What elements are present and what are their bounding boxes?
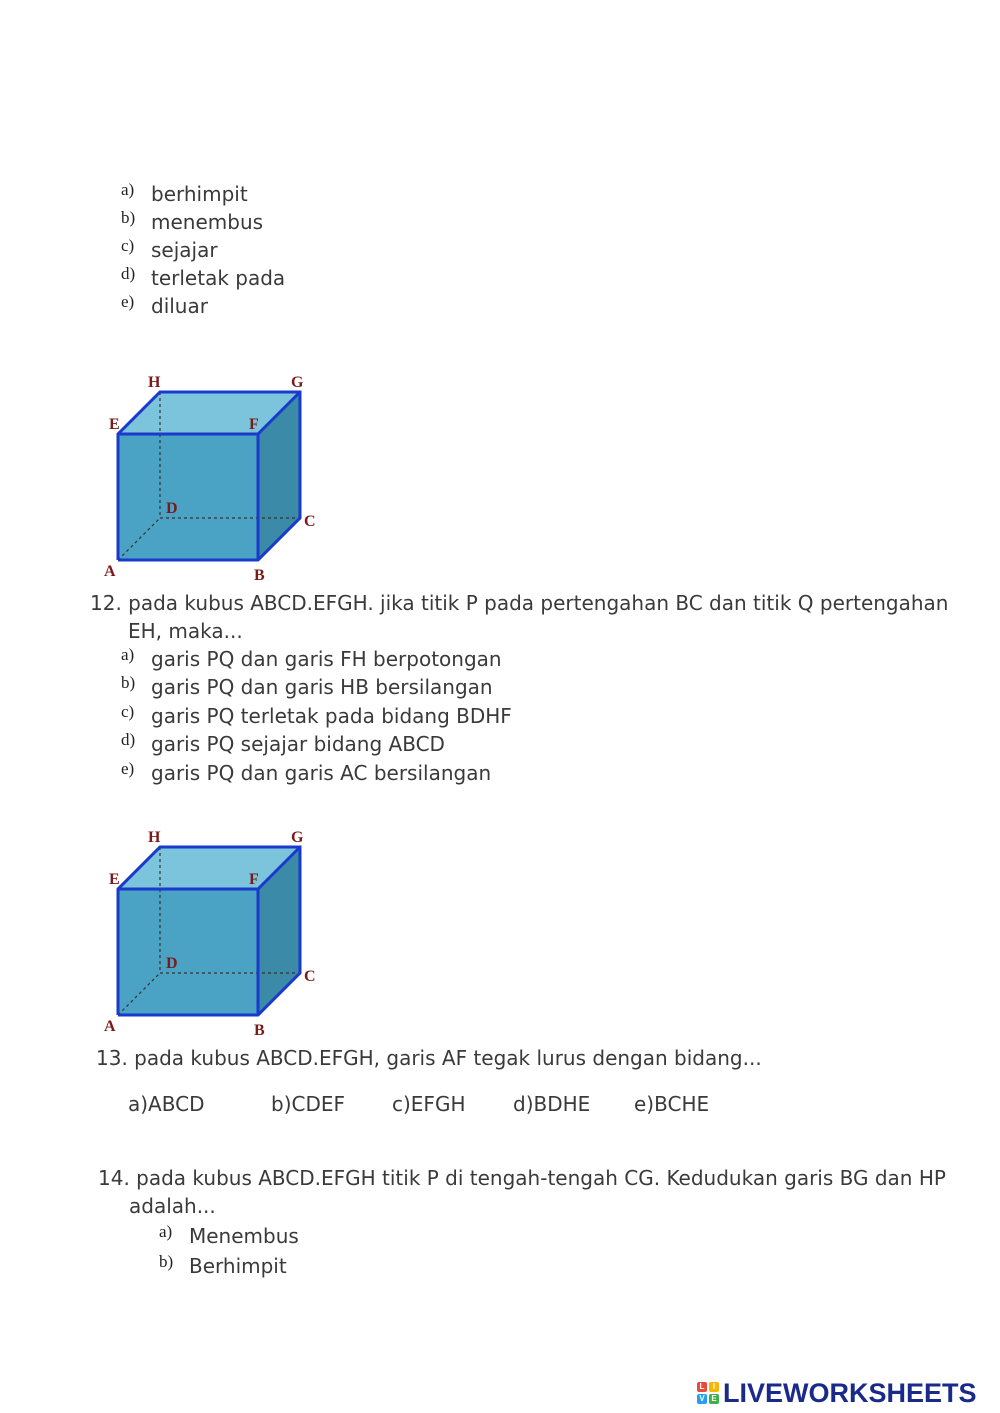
logo-mark-e: E <box>709 1394 719 1404</box>
option-text: Menembus <box>189 1224 299 1248</box>
option-label: c) <box>121 236 135 255</box>
question-14-line2: adalah... <box>129 1194 216 1218</box>
option-label: e) <box>121 292 135 311</box>
question-12-line1: 12. pada kubus ABCD.EFGH. jika titik P pada pertengahan BC dan titik Q pertengahan <box>90 591 949 615</box>
cube-front-face <box>118 889 258 1015</box>
option-label: b) <box>121 208 136 227</box>
option-13-d: d)BDHE <box>513 1092 591 1116</box>
logo-text: LIVEWORKSHEETS <box>723 1377 977 1408</box>
option-label: d) <box>121 264 136 283</box>
option-label: a) <box>121 645 135 664</box>
vertex-label-e: E <box>109 416 120 433</box>
logo-mark-v: V <box>697 1394 707 1404</box>
option-label: b) <box>121 673 136 692</box>
option-13-e: e)BCHE <box>634 1092 710 1116</box>
question-12 <box>90 589 950 645</box>
option-text: berhimpit <box>151 182 248 206</box>
vertex-label-h: H <box>148 374 161 391</box>
vertex-label-b: B <box>254 567 265 584</box>
option-text: diluar <box>151 294 208 318</box>
cube-diagram <box>98 823 330 1041</box>
option-text: garis PQ dan garis AC bersilangan <box>151 761 492 785</box>
question-14-line1: 14. pada kubus ABCD.EFGH titik P di tengah-tengah CG. Kedudukan garis BG dan HP <box>98 1166 946 1190</box>
cube-front-face <box>118 434 258 560</box>
option-text: garis PQ terletak pada bidang BDHF <box>151 704 512 728</box>
vertex-label-a: A <box>104 1018 116 1035</box>
vertex-label-c: C <box>304 968 316 985</box>
liveworksheets-logo[interactable] <box>697 1378 977 1408</box>
vertex-label-b: B <box>254 1022 265 1039</box>
option-13-a: a)ABCD <box>128 1092 205 1116</box>
option-label: a) <box>159 1222 173 1241</box>
option-text: garis PQ dan garis HB bersilangan <box>151 675 493 699</box>
question-13: 13. pada kubus ABCD.EFGH, garis AF tegak lurus dengan bidang... <box>96 1046 762 1070</box>
vertex-label-g: G <box>291 374 304 391</box>
logo-mark-i: I <box>709 1382 719 1392</box>
option-text: garis PQ sejajar bidang ABCD <box>151 732 445 756</box>
option-text: terletak pada <box>151 266 286 290</box>
option-label: e) <box>121 759 135 778</box>
vertex-label-g: G <box>291 829 304 846</box>
option-label: a) <box>121 180 135 199</box>
vertex-label-f: F <box>249 871 259 888</box>
option-text: sejajar <box>151 238 218 262</box>
option-text: garis PQ dan garis FH berpotongan <box>151 647 502 671</box>
option-label: b) <box>159 1252 174 1271</box>
logo-mark-l: L <box>697 1382 707 1392</box>
option-13-c: c)EFGH <box>392 1092 466 1116</box>
cube-diagram <box>98 368 330 586</box>
vertex-label-c: C <box>304 513 316 530</box>
question-12-line2: EH, maka... <box>128 619 243 643</box>
option-text: menembus <box>151 210 264 234</box>
option-label: c) <box>121 702 135 721</box>
vertex-label-a: A <box>104 563 116 580</box>
question-14 <box>98 1164 958 1220</box>
vertex-label-d: D <box>166 955 178 972</box>
vertex-label-f: F <box>249 416 259 433</box>
vertex-label-d: D <box>166 500 178 517</box>
option-13-b: b)CDEF <box>271 1092 346 1116</box>
option-text: Berhimpit <box>189 1254 287 1278</box>
option-label: d) <box>121 730 136 749</box>
vertex-label-e: E <box>109 871 120 888</box>
logo-mark-icon <box>697 1382 719 1404</box>
vertex-label-h: H <box>148 829 161 846</box>
